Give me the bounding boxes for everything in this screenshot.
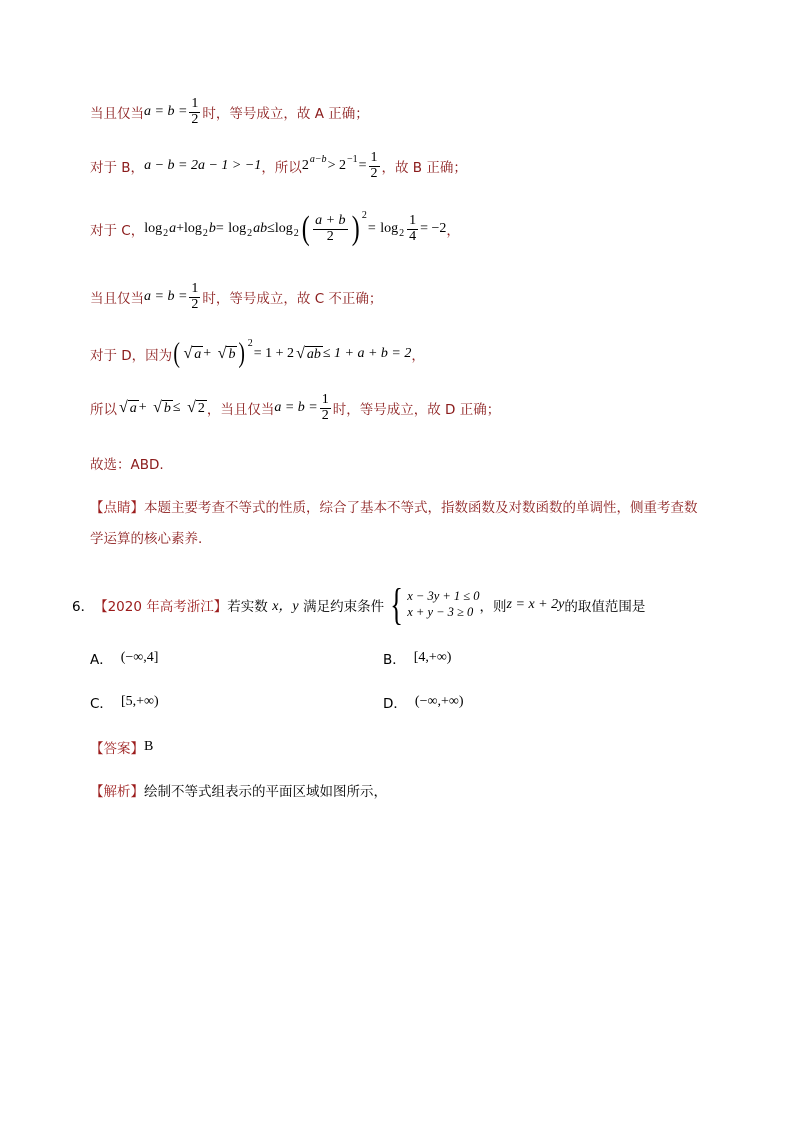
option-c[interactable]: C． [5,+∞) <box>90 694 159 712</box>
solution-line-1: 当且仅当 a = b = $\frac{1}{2}$ 时，等号成立，故 A 正确； <box>90 96 369 127</box>
tip-line-1: 【点睛】 本题主要考查不等式的性质，综合了基本不等式，指数函数及对数函数的单调性，侧重考查数 <box>90 496 698 516</box>
sqrt-icon: √ <box>153 399 162 417</box>
tip-line-2: 学运算的核心素养. <box>90 531 203 547</box>
solution-line-3: 对于 C， log 2 a + log 2 b = log 2 ab ≤ log 2 ( $\frac{a + b}{2}$ ) 2 = log 2 $\frac{1}{4}$ = −2 ， <box>90 209 460 247</box>
option-a[interactable]: A． (−∞,4] <box>90 650 159 668</box>
tip-tag: 【点睛】 <box>90 500 144 516</box>
fraction: $\frac{a + b}{2}$ <box>315 212 346 244</box>
right-paren: ) <box>238 338 246 369</box>
answer-line: 【答案】 B <box>90 739 154 757</box>
left-paren: ( <box>173 338 181 369</box>
analysis-line: 【解析】 绘制不等式组表示的平面区域如图所示， <box>90 780 387 800</box>
solution-line-2: 对于 B， a − b = 2a − 1 > −1 ，所以 2 a−b > 2 −1 = $\frac{1}{2}$ ，故 B 正确； <box>90 150 467 181</box>
solution-line-7: 故选：ABD. <box>90 457 164 473</box>
fraction: $\frac{1}{4}$ <box>409 212 417 244</box>
sqrt-icon: √ <box>119 399 128 417</box>
option-b[interactable]: B． [4,+∞) <box>383 650 452 668</box>
question-source: 【2020 年高考浙江】 <box>94 599 228 615</box>
solution-line-4: 当且仅当 a = b = $\frac{1}{2}$ 时，等号成立，故 C 不正确； <box>90 281 383 312</box>
solution-line-6: 所以 √ a + √ b ≤ √ 2 ，当且仅当 a = b = $\frac{1}{2}$ 时，等号成立，故 D 正确； <box>90 392 501 423</box>
solution-line-5: 对于 D，因为 ( √ a + √ b ) 2 = 1 + 2 √ ab ≤ 1 + a + b = 2 ， <box>90 337 425 369</box>
constraint-system: x − 3y + 1 ≤ 0 x + y − 3 ≥ 0 <box>407 589 480 619</box>
question-6: 6． 【2020 年高考浙江】 若实数 x，y 满足约束条件 { x − 3y + 1 ≤ 0 x + y − 3 ≥ 0 ，则 z = x + 2y 的取值范围是 <box>72 580 646 629</box>
left-paren: ( <box>301 210 310 247</box>
answer-tag: 【答案】 <box>90 741 144 757</box>
sqrt-icon: √ <box>296 345 305 362</box>
left-brace: { <box>390 580 403 629</box>
fraction: $\frac{1}{2}$ <box>321 392 329 423</box>
question-number: 6． <box>72 599 95 615</box>
fraction: $\frac{1}{2}$ <box>191 281 199 312</box>
sqrt-icon: √ <box>187 399 196 417</box>
right-paren: ) <box>351 210 360 247</box>
option-d[interactable]: D． (−∞,+∞) <box>383 694 464 712</box>
fraction: $\frac{1}{2}$ <box>370 150 378 181</box>
fraction: $\frac{1}{2}$ <box>191 96 199 127</box>
sqrt-icon: √ <box>183 345 193 362</box>
sqrt-icon: √ <box>217 345 227 362</box>
analysis-tag: 【解析】 <box>90 784 144 800</box>
